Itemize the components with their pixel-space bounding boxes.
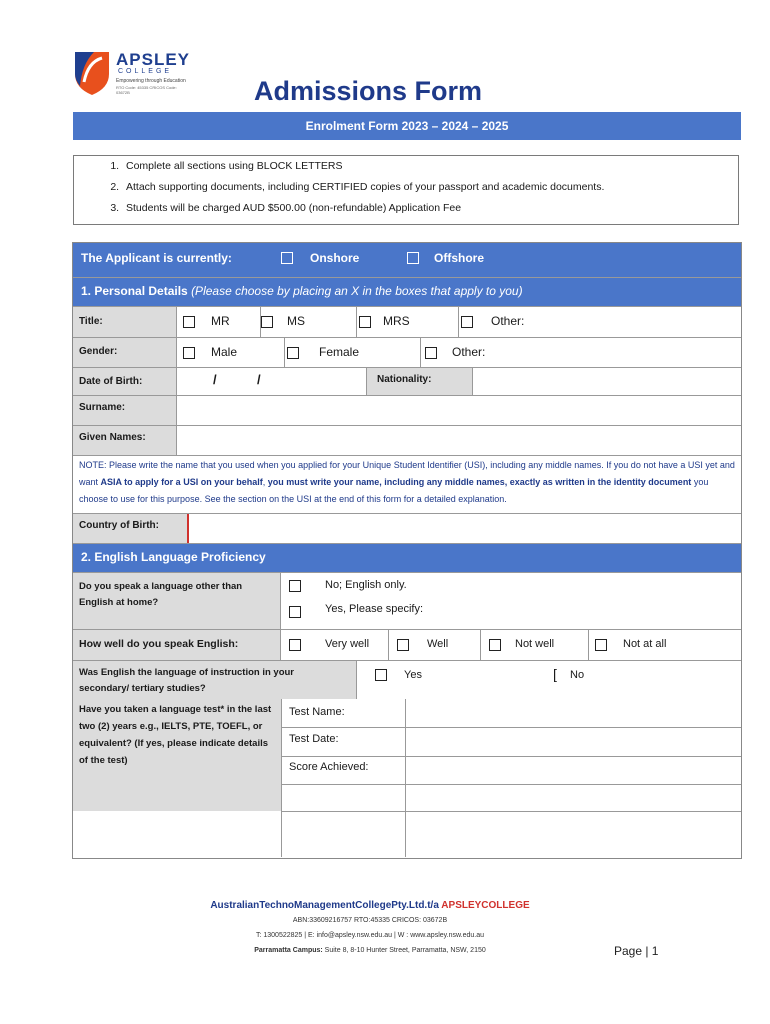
usi-note: NOTE: Please write the name that you used when you applied for your Unique Student Identifier (USI), including any middle names. If you do not have a USI yet and want ASIA to apply for a USI on your behalf, you must write your name, including any middle names, exactly as written in the identity document you choose to use for this purpose. See the section on the USI at the end of this form for a detailed explanation.: [79, 460, 735, 504]
dob-separator: /: [257, 372, 261, 387]
surname-label: Surname:: [79, 402, 126, 413]
applicant-status-row: [73, 243, 741, 278]
title-mrs-checkbox[interactable]: [359, 316, 371, 328]
language-at-home-label: Do you speak a language other than English at home?: [79, 581, 243, 608]
score-label: Score Achieved:: [289, 761, 369, 773]
given-names-row: [73, 426, 741, 456]
title-other-label: Other:: [491, 314, 525, 328]
logo-codes: RTO Code: 45335 CRICOS Code: 03672B: [116, 85, 177, 95]
not-at-all-checkbox[interactable]: [595, 639, 607, 651]
instruction-language-row: [73, 661, 741, 699]
instruction-no-checkbox[interactable]: [: [553, 666, 557, 682]
gender-row: [73, 338, 741, 368]
english-only-label: No; English only.: [325, 579, 407, 591]
personal-heading-text: 1. Personal Details: [81, 284, 188, 298]
instruction-item: 1. Complete all sections using BLOCK LETTERS: [122, 156, 738, 177]
not-at-all-label: Not at all: [623, 638, 667, 650]
test-date-row: [281, 728, 741, 757]
not-well-label: Not well: [515, 638, 555, 650]
country-of-birth-field[interactable]: [189, 514, 741, 543]
language-test-label-cell: [73, 699, 282, 811]
dob-field[interactable]: [177, 368, 367, 395]
yes-specify-checkbox[interactable]: [289, 606, 301, 618]
nationality-label: Nationality:: [377, 374, 432, 385]
well-checkbox[interactable]: [397, 639, 409, 651]
gender-label: Gender:: [79, 346, 118, 357]
onshore-checkbox[interactable]: [281, 252, 293, 264]
applicant-label: The Applicant is currently:: [81, 251, 232, 265]
logo-sub: COLLEGE: [118, 68, 173, 75]
instruction-item: 3. Students will be charged AUD $500.00 (non-refundable) Application Fee: [122, 198, 738, 219]
title-ms-checkbox[interactable]: [261, 316, 273, 328]
test-date-field[interactable]: [406, 728, 741, 756]
english-heading-text: 2. English Language Proficiency: [81, 550, 266, 564]
title-label: Title:: [79, 316, 103, 327]
instruction-yes-checkbox[interactable]: [375, 669, 387, 681]
form-subtitle: Enrolment Form 2023 – 2024 – 2025: [73, 112, 741, 140]
gender-male-label: Male: [211, 345, 238, 359]
page-number: Page | 1: [614, 944, 659, 958]
nationality-field[interactable]: [473, 368, 741, 395]
very-well-checkbox[interactable]: [289, 639, 301, 651]
surname-field[interactable]: [177, 396, 741, 425]
offshore-checkbox[interactable]: [407, 252, 419, 264]
instructions-box: [73, 155, 739, 225]
gender-other-label: Other:: [452, 345, 486, 359]
test-name-label: Test Name:: [289, 706, 345, 718]
title-ms-label: MS: [287, 314, 305, 328]
english-level-row: [73, 630, 741, 661]
given-names-label: Given Names:: [79, 432, 146, 443]
instruction-yes-label: Yes: [404, 669, 422, 681]
not-well-checkbox[interactable]: [489, 639, 501, 651]
gender-female-label: Female: [319, 345, 360, 359]
dob-separator: /: [213, 372, 217, 387]
footer-abn: ABN:33609216757 RTO:45335 CRICOS: 03672B: [292, 917, 448, 924]
footer-brand: APSLEYCOLLEGE: [441, 900, 530, 911]
title-other-checkbox[interactable]: [461, 316, 473, 328]
logo-tagline: Empowering through Education: [116, 78, 186, 84]
instruction-no-label: No: [570, 669, 585, 681]
title-mrs-label: MRS: [383, 314, 410, 328]
footer-company: AustralianTechnoManagementCollegePty.Ltd.t/a APSLEYCOLLEGE: [210, 900, 530, 911]
personal-heading-note: (Please choose by placing an X in the boxes that apply to you): [191, 284, 523, 298]
dob-row: [73, 368, 741, 396]
score-row: [281, 757, 741, 785]
footer-contact: T: 1300522825 | E: info@apsley.nsw.edu.au | W : www.apsley.nsw.edu.au: [255, 932, 484, 939]
usi-note-row: [73, 456, 741, 514]
page-title: Admissions Form: [253, 76, 483, 106]
english-heading: [73, 544, 741, 573]
test-name-row: [281, 699, 741, 728]
language-at-home-row: [73, 573, 741, 630]
well-label: Well: [427, 638, 449, 650]
gender-male-checkbox[interactable]: [183, 347, 195, 359]
offshore-label: Offshore: [434, 251, 485, 265]
title-mr-label: MR: [211, 314, 230, 328]
onshore-label: Onshore: [310, 251, 360, 265]
footer-campus: Parramatta Campus: Suite 8, 8-10 Hunter Street, Parramatta, NSW, 2150: [254, 947, 486, 954]
test-date-label: Test Date:: [289, 733, 339, 745]
english-level-label: How well do you speak English:: [79, 638, 239, 650]
test-extra-row: [281, 785, 741, 812]
country-of-birth-row: [73, 514, 741, 544]
title-mr-checkbox[interactable]: [183, 316, 195, 328]
instruction-language-label: Was English the language of instruction in your secondary/ tertiary studies?: [79, 667, 294, 694]
language-test-label: Have you taken a language test* in the last two (2) years e.g., IELTS, PTE, TOEFL, or equivalent? (If yes, please indicate details of the test): [79, 704, 272, 766]
test-name-field[interactable]: [406, 699, 741, 727]
gender-other-checkbox[interactable]: [425, 347, 437, 359]
yes-specify-label: Yes, Please specify:: [325, 603, 424, 615]
english-only-checkbox[interactable]: [289, 580, 301, 592]
instruction-item: 2. Attach supporting documents, including CERTIFIED copies of your passport and academic documents.: [122, 177, 738, 198]
country-of-birth-label: Country of Birth:: [79, 520, 159, 531]
score-field[interactable]: [406, 757, 741, 784]
gender-female-checkbox[interactable]: [287, 347, 299, 359]
dob-label: Date of Birth:: [79, 376, 143, 387]
logo-name: APSLEY: [116, 50, 191, 69]
title-label-cell: [73, 307, 177, 337]
given-names-field[interactable]: [177, 426, 741, 455]
surname-row: [73, 396, 741, 426]
test-extra-row: [73, 812, 741, 857]
personal-details-heading: [73, 278, 741, 307]
title-row: [73, 307, 741, 338]
very-well-label: Very well: [325, 638, 370, 650]
